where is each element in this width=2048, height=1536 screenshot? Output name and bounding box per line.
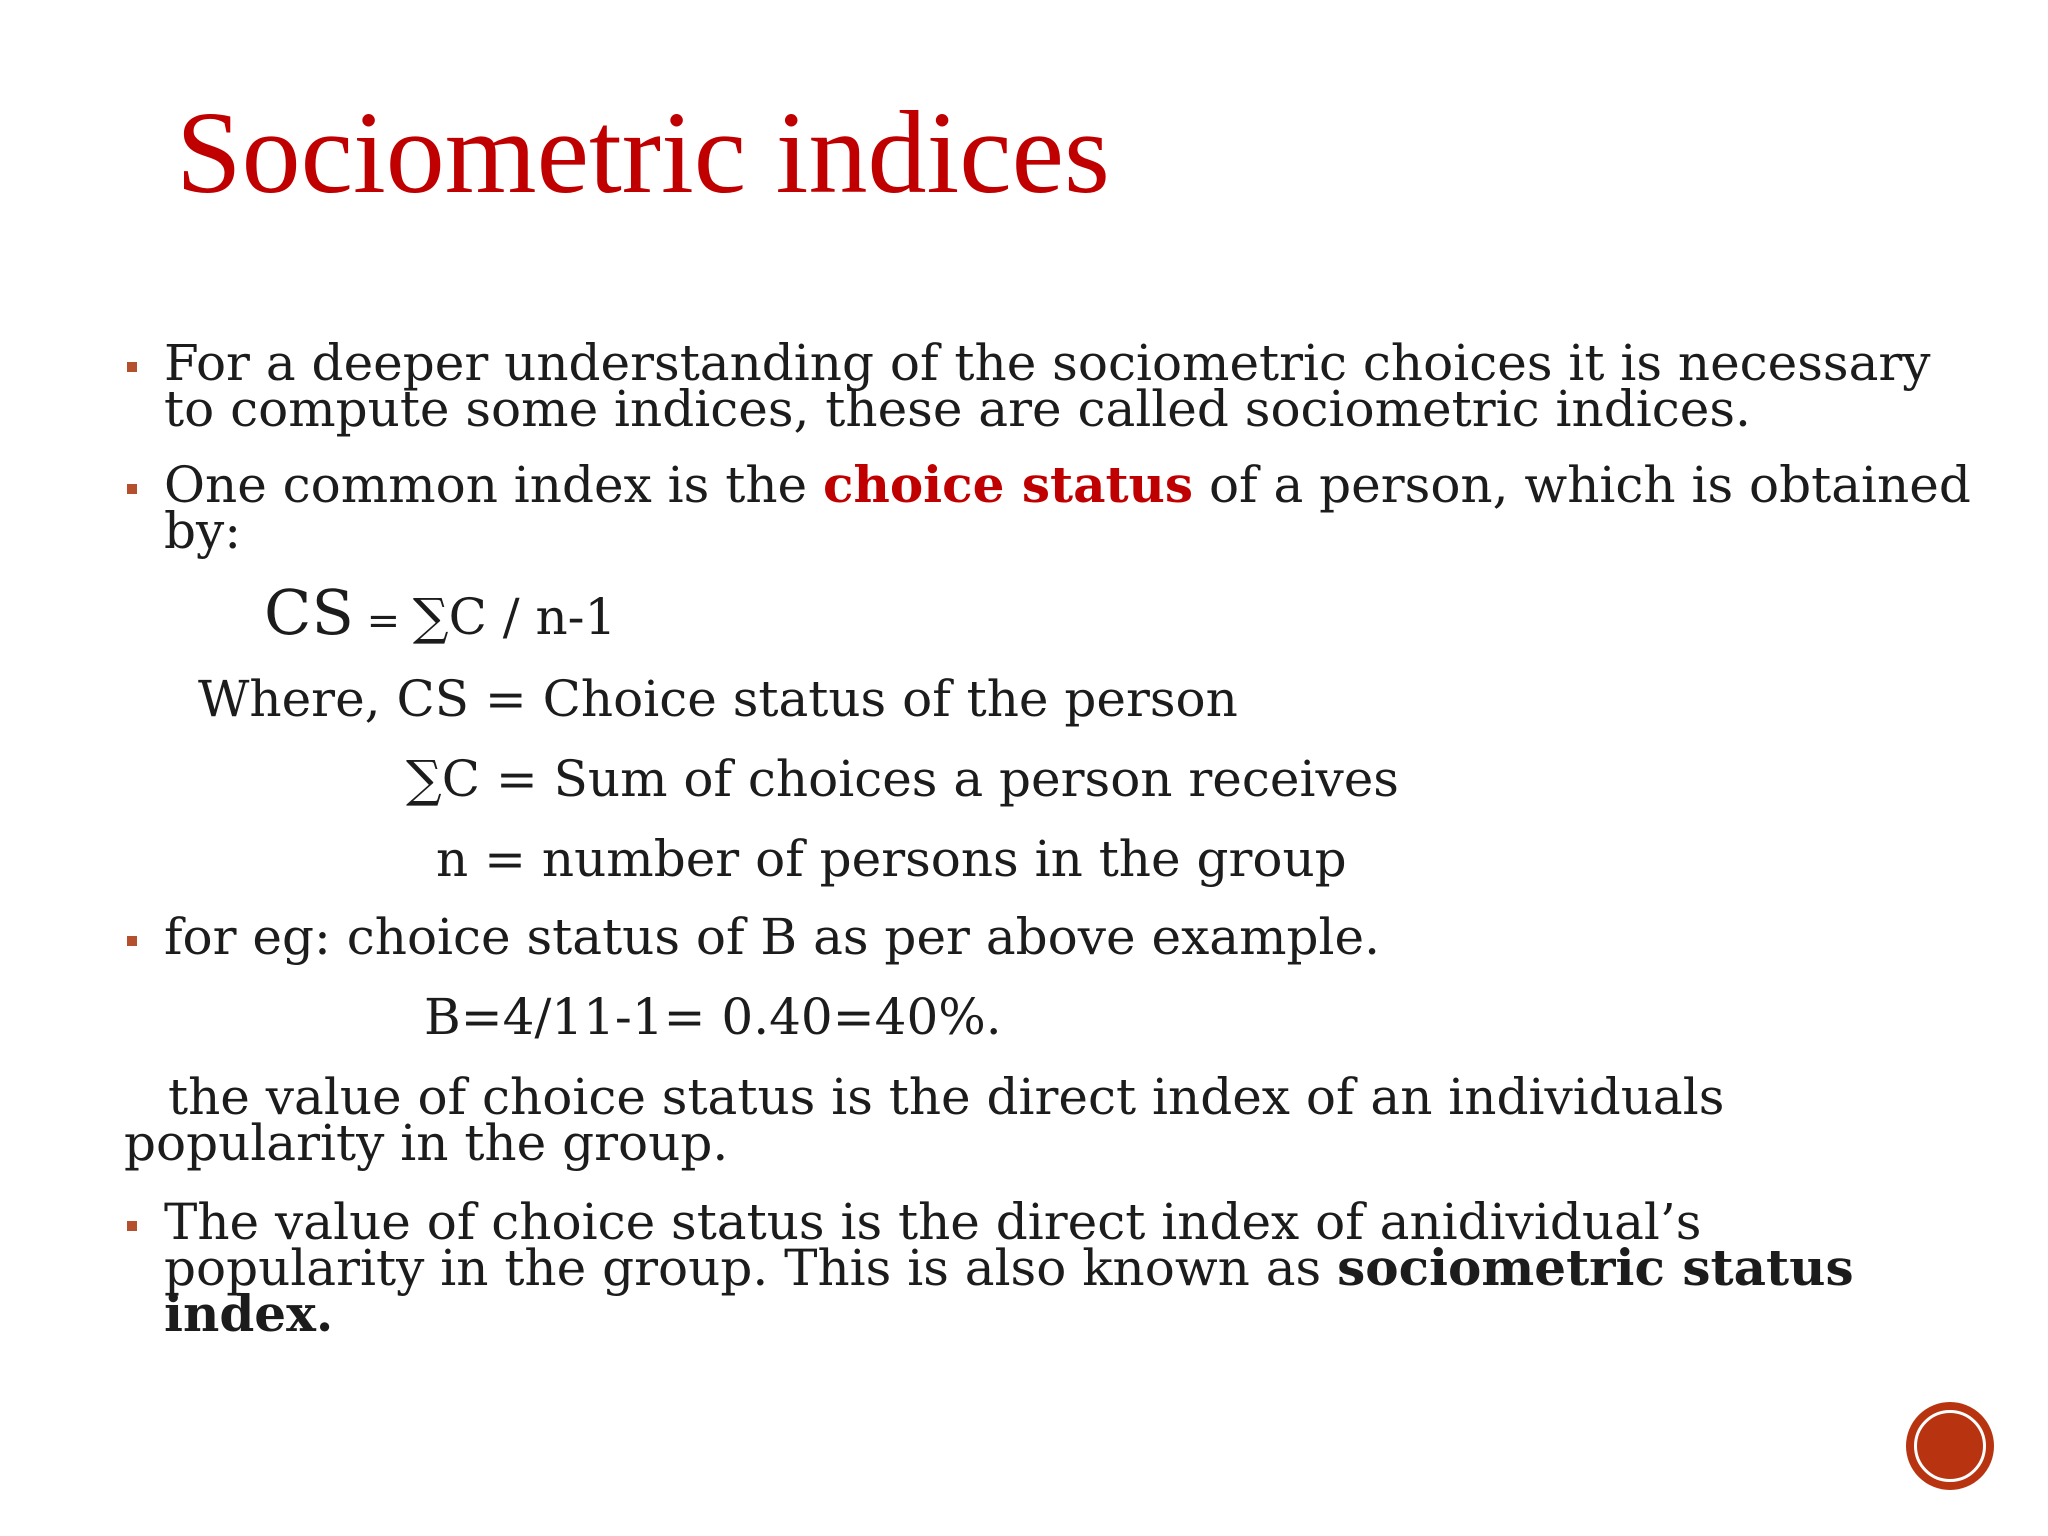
formula-equals: = — [353, 598, 413, 644]
note-line1: the value of choice status is the direct index of an individuals — [168, 1068, 1725, 1126]
bullet4-line3: index. — [164, 1284, 334, 1343]
bullet1-line2: to compute some indices, these are called sociometric indices. — [164, 380, 1751, 438]
note-line2: popularity in the group. — [124, 1114, 729, 1172]
definition-sum: ∑C = Sum of choices a person receives — [406, 750, 1399, 808]
circle-button-icon[interactable] — [1906, 1402, 1994, 1490]
bullet2-prefix: One common index is the — [164, 456, 824, 514]
example-calculation: B=4/11-1= 0.40=40%. — [424, 988, 1002, 1046]
slide-title: Sociometric indices — [176, 87, 1110, 218]
bullet2-line2: by: — [164, 502, 242, 560]
formula — [264, 576, 617, 649]
sociometric-status-bold: sociometric status — [1337, 1238, 1854, 1297]
bullet4-line2-prefix: popularity in the group. This is also known as — [164, 1239, 1338, 1297]
bullet-marker — [127, 362, 137, 372]
bullet4-line1: The value of choice status is the direct index of anidividual’s — [164, 1193, 1702, 1251]
bullet-marker — [127, 1221, 137, 1231]
bullet1-line1: For a deeper understanding of the sociometric choices it is necessary — [164, 334, 1931, 392]
bullet-marker — [127, 936, 137, 946]
bullet2-line1 — [164, 455, 1971, 514]
bullet2-suffix: of a person, which is obtained — [1193, 456, 1971, 514]
bullet4-line2 — [164, 1238, 1854, 1297]
definition-cs: Where, CS = Choice status of the person — [198, 670, 1238, 728]
formula-lhs: CS — [264, 576, 354, 649]
choice-status-highlight: choice status — [823, 455, 1194, 514]
bullet3-text: for eg: choice status of B as per above example. — [164, 908, 1380, 966]
formula-rhs: ∑C / n-1 — [412, 588, 617, 646]
definition-n: n = number of persons in the group — [436, 830, 1347, 888]
bullet-marker — [127, 484, 137, 494]
